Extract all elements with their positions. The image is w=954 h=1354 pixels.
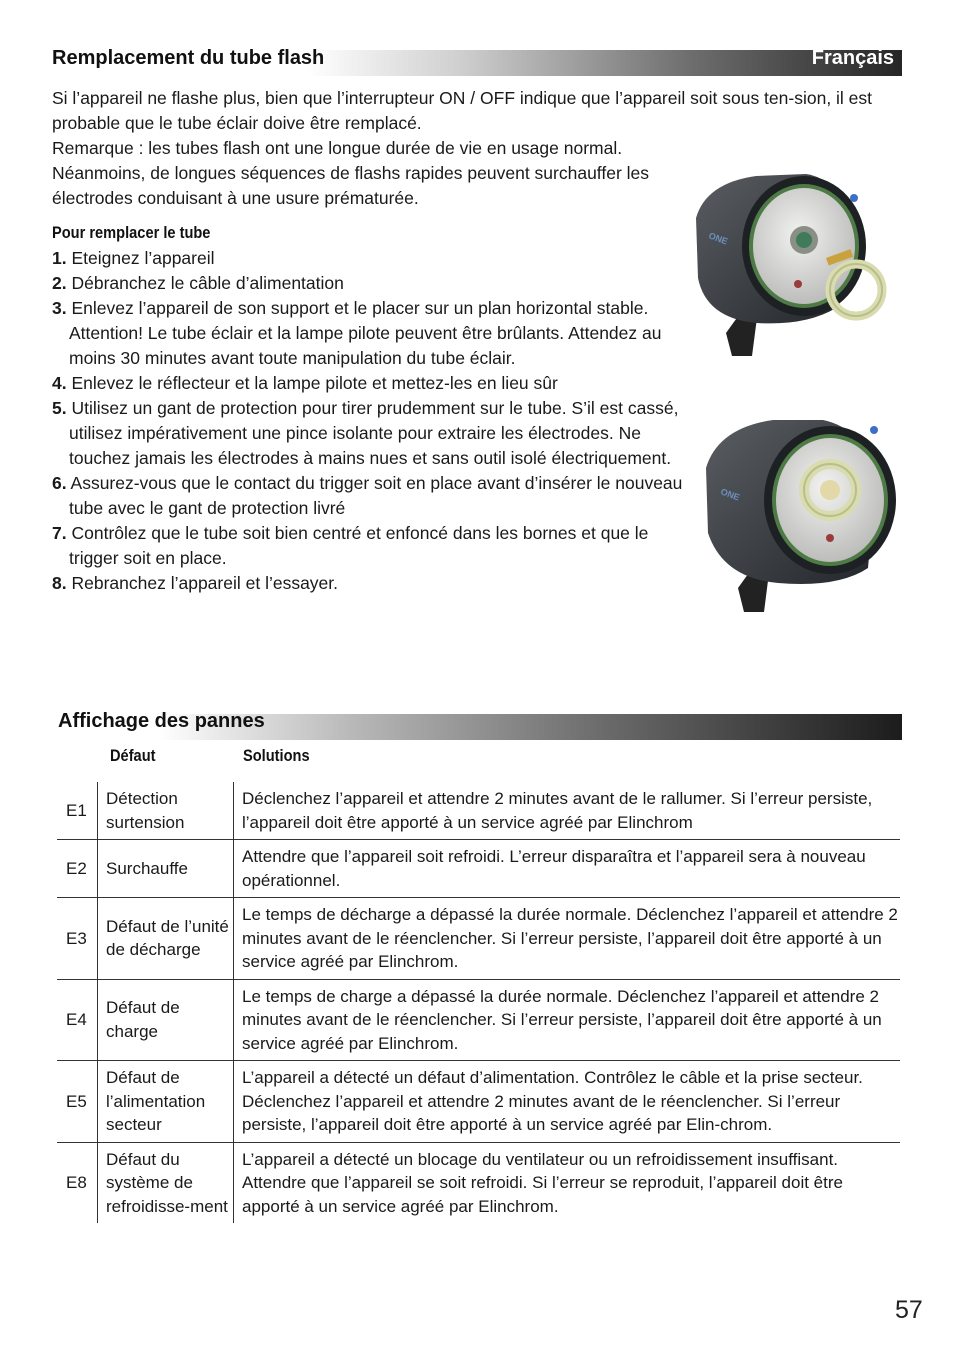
page-number: 57: [895, 1296, 923, 1324]
flash-head-tube-removed-image: [686, 158, 900, 358]
solution-cell: L’appareil a détecté un défaut d’alimentation. Contrôlez le câble et la prise secteur. Déclenchez l’appareil et attendre 2 minutes avant de le réenclencher. Si l’erreur persiste, l’appareil doit être apporté à un service agréé par Elin-chrom.: [242, 1068, 863, 1134]
defect-cell: Surchauffe: [98, 840, 234, 897]
solution-cell: Le temps de décharge a dépassé la durée normale. Déclenchez l’appareil et attendre 2 minutes avant de le réenclencher. Si l’erreur persiste, l’appareil doit être apporté à un service agréé par Elinchrom.: [242, 905, 898, 971]
error-code: E2: [57, 840, 98, 897]
defect-cell: Détection surtension: [98, 782, 234, 839]
steps-heading: Pour remplacer le tube: [52, 223, 211, 242]
step-item: 4. Enlevez le réflecteur et la lampe pilote et mettez-les en lieu sûr: [52, 373, 558, 393]
step-item: 1. Eteignez l’appareil: [52, 248, 215, 268]
step-item: 8. Rebranchez l’appareil et l’essayer.: [52, 573, 339, 593]
faults-section-title: Affichage des pannes: [58, 710, 265, 732]
defect-cell: Défaut de l’alimentation secteur: [98, 1061, 234, 1142]
solution-cell: Déclenchez l’appareil et attendre 2 minutes avant de le rallumer. Si l’erreur persiste, l’appareil doit être apporté à un service agréé par Elinchrom: [242, 789, 873, 832]
brand-label: ONE: [707, 230, 730, 247]
error-code: E5: [57, 1061, 98, 1142]
brand-label: ONE: [719, 486, 742, 503]
defect-cell: Défaut de l’unité de décharge: [98, 898, 234, 979]
solution-cell: Attendre que l’appareil soit refroidi. L’erreur disparaîtra et l’appareil sera à nouveau opérationnel.: [242, 847, 866, 890]
table-row: [57, 1061, 900, 1143]
solution-cell: L’appareil a détecté un blocage du ventilateur ou un refroidissement insuffisant. Attendre que l’appareil se soit refroidi. Si l’erreur se reproduit, l’appareil doit être apporté à un service agréé par Elinchrom.: [242, 1149, 843, 1216]
table-row: [57, 840, 900, 898]
table-row: [57, 782, 900, 840]
flash-head-tube-inserted-image: [698, 408, 902, 614]
error-code: E4: [57, 980, 98, 1061]
defect-cell: Défaut du système de refroidisse-ment: [98, 1143, 234, 1224]
table-row: [57, 898, 900, 980]
error-code: E3: [57, 898, 98, 979]
column-header-default: Défaut: [110, 746, 156, 765]
faults-table: [57, 782, 900, 1223]
error-code: E1: [57, 782, 98, 839]
step-item: 2. Débranchez le câble d’alimentation: [52, 273, 344, 293]
column-header-solutions: Solutions: [243, 746, 310, 765]
defect-cell: Défaut de charge: [98, 980, 234, 1061]
step-item: 3. Enlevez l’appareil de son support et le placer sur un plan horizontal stable. Attention! Le tube éclair et la lampe pilote peuvent être brûlants. Attendez au moins 30 minutes avant toute manipulation du tube éclair.: [52, 298, 662, 368]
steps-list: [52, 246, 702, 596]
step-item: 5. Utilisez un gant de protection pour tirer prudemment sur le tube. S’il est cassé, utilisez impérativement une pince isolante pour extraire les électrodes. Ne touchez jamais les électrodes à mains nues et sans outil isolé électriquement.: [52, 398, 679, 468]
intro-paragraph-2: Remarque : les tubes flash ont une longue durée de vie en usage normal. Néanmoins, de longues séquences de flashs rapides peuvent surchauffer les électrodes conduisant à une usure prématurée.: [52, 138, 649, 208]
step-item: 6. Assurez-vous que le contact du trigger soit en place avant d’insérer le nouveau tube avec le gant de protection livré: [52, 473, 683, 518]
error-code: E8: [57, 1143, 98, 1224]
table-row: [57, 1143, 900, 1224]
page-title: Remplacement du tube flash: [52, 47, 325, 69]
intro-paragraph-1: Si l’appareil ne flashe plus, bien que l’interrupteur ON / OFF indique que l’appareil soit sous ten-sion, il est probable que le tube éclair doive être remplacé.: [52, 88, 873, 133]
language-label: Français: [811, 47, 894, 69]
solution-cell: Le temps de charge a dépassé la durée normale. Déclenchez l’appareil et attendre 2 minutes avant de le réenclencher. Si l’erreur persiste, l’appareil doit être apporté à un service agréé par Elinchrom.: [242, 986, 882, 1053]
step-item: 7. Contrôlez que le tube soit bien centré et enfoncé dans les bornes et que le trigger soit en place.: [52, 523, 649, 568]
table-row: [57, 980, 900, 1062]
